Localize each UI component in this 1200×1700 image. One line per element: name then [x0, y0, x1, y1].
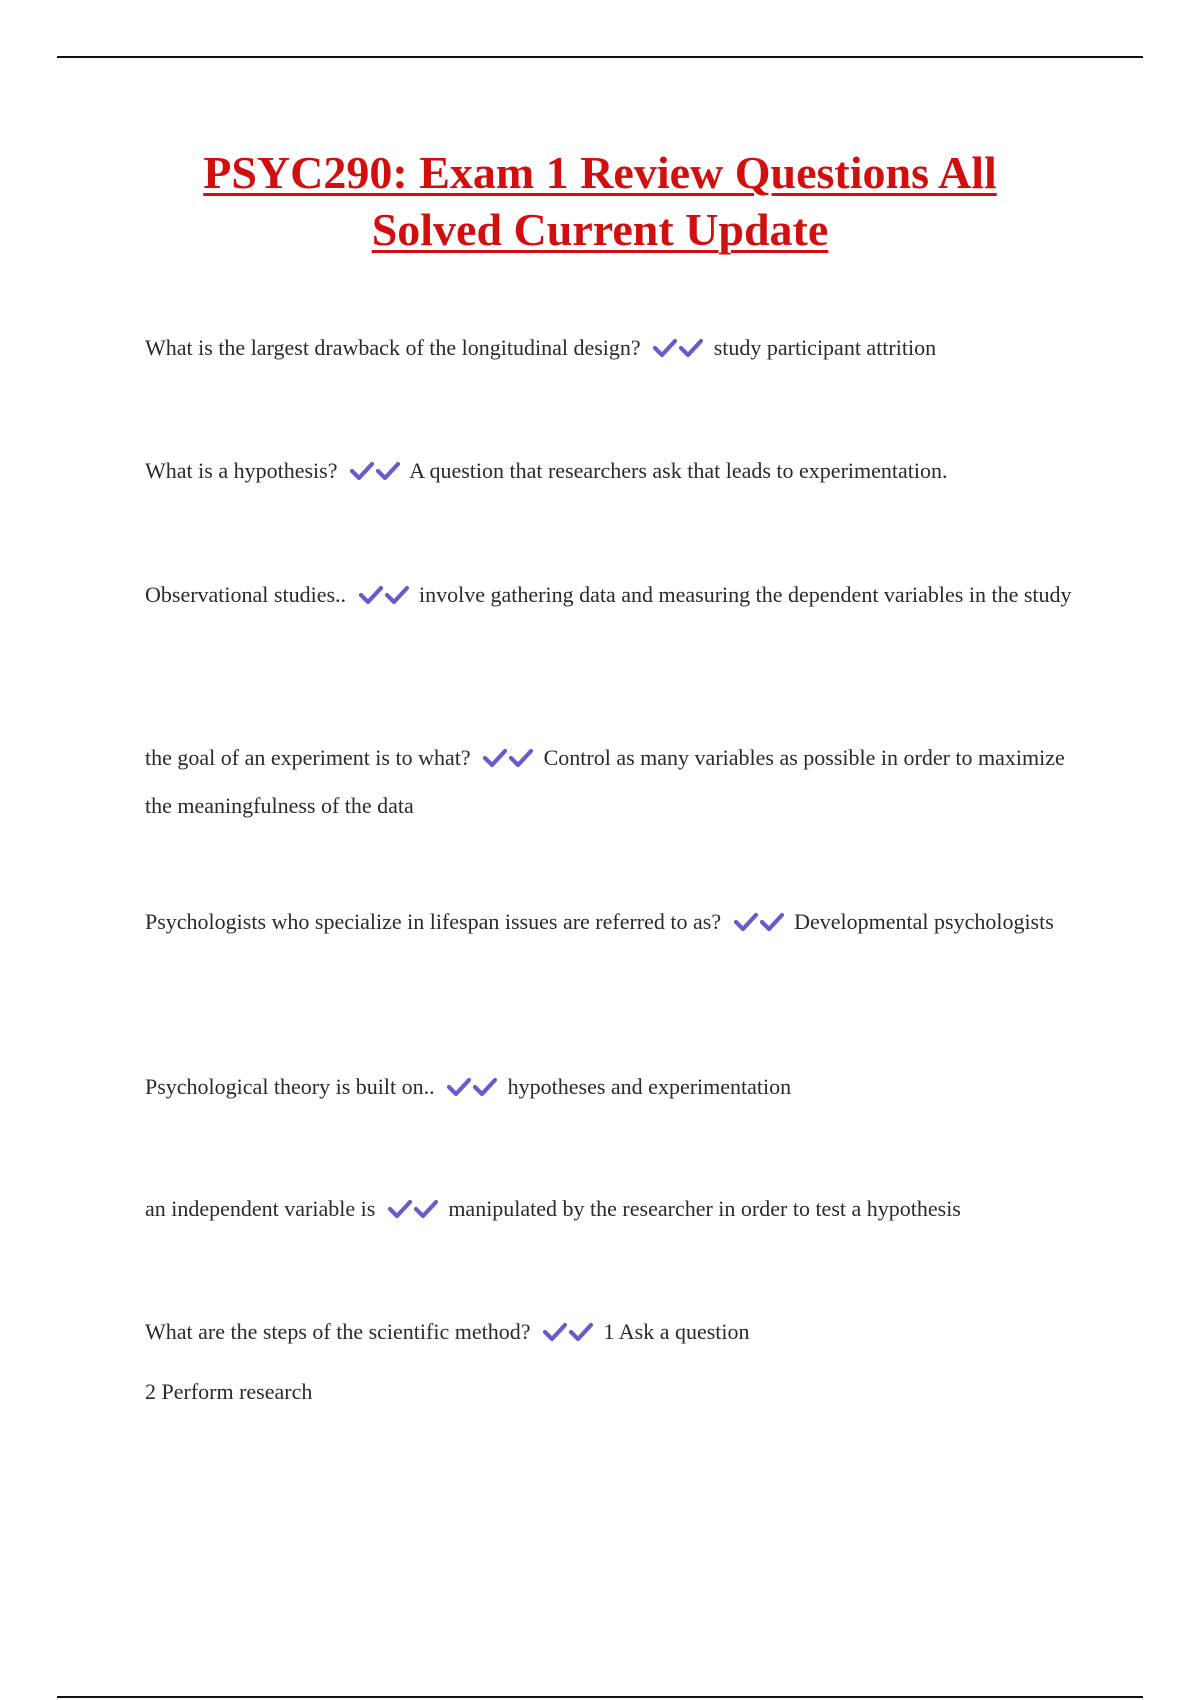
header-rule [57, 56, 1143, 58]
question-text: the goal of an experiment is to what? [145, 745, 471, 770]
double-checkmark-icon [652, 328, 704, 373]
question-text: What is the largest drawback of the longitudinal design? [145, 335, 641, 360]
qa-item-5 [145, 899, 1075, 947]
question-text: What are the steps of the scientific method? [145, 1319, 531, 1344]
answer-text: hypotheses and experimentation [507, 1074, 792, 1099]
double-checkmark-icon [446, 1067, 498, 1112]
answer-text: involve gathering data and measuring the dependent variables in the study [419, 582, 1072, 607]
answer-text: manipulated by the researcher in order to test a hypothesis [448, 1196, 961, 1221]
document-title [100, 144, 1100, 258]
title-line-2: Solved Current Update [371, 204, 829, 255]
double-checkmark-icon [358, 575, 410, 620]
qa-item-3 [145, 572, 1075, 620]
question-text: What is a hypothesis? [145, 458, 338, 483]
qa-item-1 [145, 325, 1075, 373]
answer-continuation: 2 Perform research [145, 1379, 313, 1404]
answer-text: Developmental psychologists [794, 909, 1054, 934]
answer-text: A question that researchers ask that leads to experimentation. [409, 458, 948, 483]
title-line-1: PSYC290: Exam 1 Review Questions All [203, 147, 997, 198]
question-text: Observational studies.. [145, 582, 347, 607]
qa-item-4 [145, 735, 1075, 828]
double-checkmark-icon [733, 902, 785, 947]
double-checkmark-icon [387, 1189, 439, 1234]
footer-rule [57, 1696, 1143, 1698]
double-checkmark-icon [349, 451, 401, 496]
answer-text: 1 Ask a question [603, 1319, 750, 1344]
question-text: Psychologists who specialize in lifespan issues are referred to as? [145, 909, 722, 934]
answer-text: study participant attrition [713, 335, 937, 360]
question-text: an independent variable is [145, 1196, 376, 1221]
answer-text: Control as many variables as possible in order to maximize the meaningfulness of the data [145, 745, 1065, 818]
double-checkmark-icon [482, 738, 534, 783]
qa-item-8 [145, 1309, 1075, 1357]
qa-item-7 [145, 1186, 1075, 1234]
qa-item-2 [145, 448, 1075, 496]
double-checkmark-icon [542, 1312, 594, 1357]
qa-item-6 [145, 1064, 1075, 1112]
question-text: Psychological theory is built on.. [145, 1074, 435, 1099]
